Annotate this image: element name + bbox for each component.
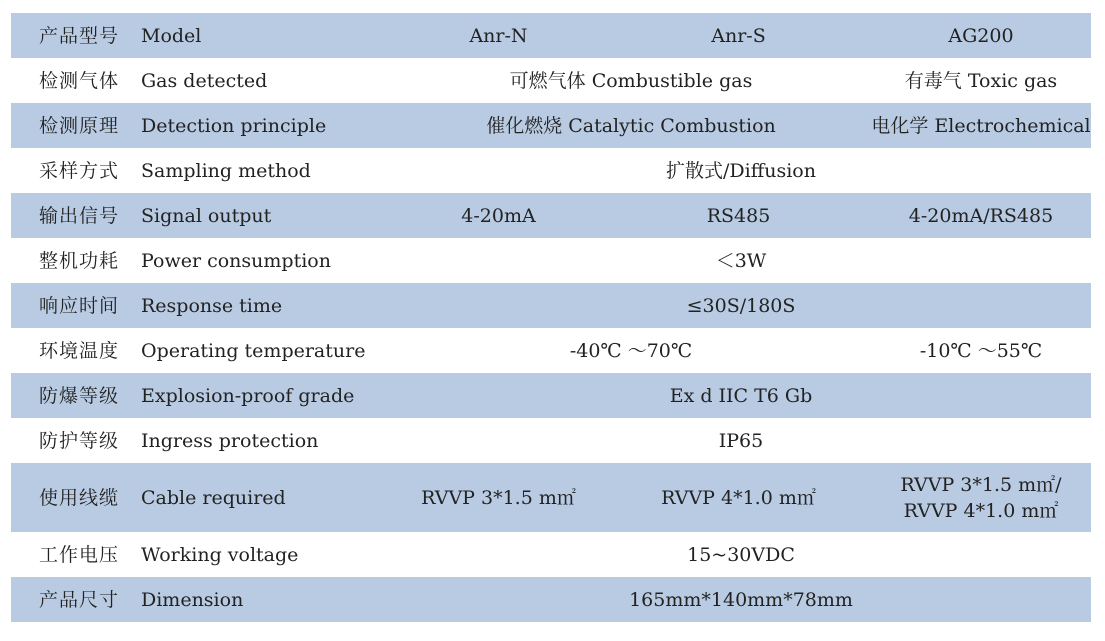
label-zh: 整机功耗 [39, 249, 120, 272]
row-label [11, 532, 391, 577]
label-zh: 产品尺寸 [39, 588, 120, 611]
value-temp-anr: -40℃ ～70℃ [569, 339, 693, 362]
value-toxic: 有毒气 Toxic gas [904, 69, 1058, 92]
label-en: Explosion-proof grade [141, 384, 355, 407]
row-working-voltage [11, 532, 1091, 577]
row-operating-temperature [11, 328, 1091, 373]
row-response-time [11, 283, 1091, 328]
label-en: Dimension [141, 588, 244, 611]
row-power-consumption [11, 238, 1091, 283]
spec-table [11, 13, 1091, 622]
value-combustible: 可燃气体 Combustible gas [509, 69, 753, 92]
row-label [11, 58, 391, 103]
row-label [11, 373, 391, 418]
row-label [11, 463, 391, 532]
row-sampling-method [11, 148, 1091, 193]
label-zh: 输出信号 [39, 204, 120, 227]
label-en: Response time [141, 294, 283, 317]
row-explosion-proof [11, 373, 1091, 418]
row-label [11, 193, 391, 238]
value-temp-ag200: -10℃ ～55℃ [919, 339, 1043, 362]
row-label [11, 103, 391, 148]
label-en: Power consumption [141, 249, 331, 272]
label-zh: 产品型号 [39, 24, 120, 47]
value-anr-s: Anr-S [606, 13, 871, 58]
row-label [11, 577, 391, 622]
label-zh: 响应时间 [39, 294, 120, 317]
value-electrochemical: 电化学 Electrochemical [871, 103, 1091, 148]
label-en: Operating temperature [141, 339, 366, 362]
value-diffusion: 扩散式/Diffusion [666, 159, 816, 182]
label-zh: 防护等级 [39, 429, 120, 452]
label-en: Sampling method [141, 159, 311, 182]
label-en: Working voltage [141, 543, 299, 566]
label-en: Model [141, 24, 202, 47]
label-zh: 防爆等级 [39, 384, 120, 407]
label-zh: 使用线缆 [39, 486, 120, 509]
row-label [11, 13, 391, 58]
label-zh: 工作电压 [39, 543, 120, 566]
row-signal-output [11, 193, 1091, 238]
row-label [11, 283, 391, 328]
value-anr-n: RVVP 3*1.5 m㎡ [391, 463, 606, 532]
row-label [11, 328, 391, 373]
row-model [11, 13, 1091, 58]
label-zh: 检测原理 [39, 114, 120, 137]
value-ag200: 4-20mA/RS485 [871, 193, 1091, 238]
row-detection-principle [11, 103, 1091, 148]
value-power: ＜3W [715, 249, 767, 272]
value-anr-n: Anr-N [391, 13, 606, 58]
label-en: Detection principle [141, 114, 327, 137]
label-en: Signal output [141, 204, 272, 227]
value-catalytic: 催化燃烧 Catalytic Combustion [391, 103, 871, 148]
row-ingress-protection [11, 418, 1091, 463]
row-label [11, 148, 391, 193]
value-ag200: AG200 [871, 13, 1091, 58]
label-zh: 检测气体 [39, 69, 120, 92]
label-zh: 环境温度 [39, 339, 120, 362]
value-anr-n: 4-20mA [391, 193, 606, 238]
label-en: Cable required [141, 486, 286, 509]
row-cable-required [11, 463, 1091, 532]
value-ag200: RVVP 3*1.5 m㎡/ RVVP 4*1.0 m㎡ [871, 463, 1091, 532]
value-anr-s: RVVP 4*1.0 m㎡ [606, 463, 871, 532]
value-response: ≤30S/180S [391, 283, 1091, 328]
value-explosion: Ex d IIC T6 Gb [391, 373, 1091, 418]
label-zh: 采样方式 [39, 159, 120, 182]
row-label [11, 418, 391, 463]
value-anr-s: RS485 [606, 193, 871, 238]
label-en: Ingress protection [141, 429, 319, 452]
value-voltage: 15~30VDC [687, 543, 795, 566]
row-label [11, 238, 391, 283]
row-dimension [11, 577, 1091, 622]
row-gas-detected [11, 58, 1091, 103]
value-dimension: 165mm*140mm*78mm [391, 577, 1091, 622]
value-ip: IP65 [718, 429, 764, 452]
label-en: Gas detected [141, 69, 268, 92]
